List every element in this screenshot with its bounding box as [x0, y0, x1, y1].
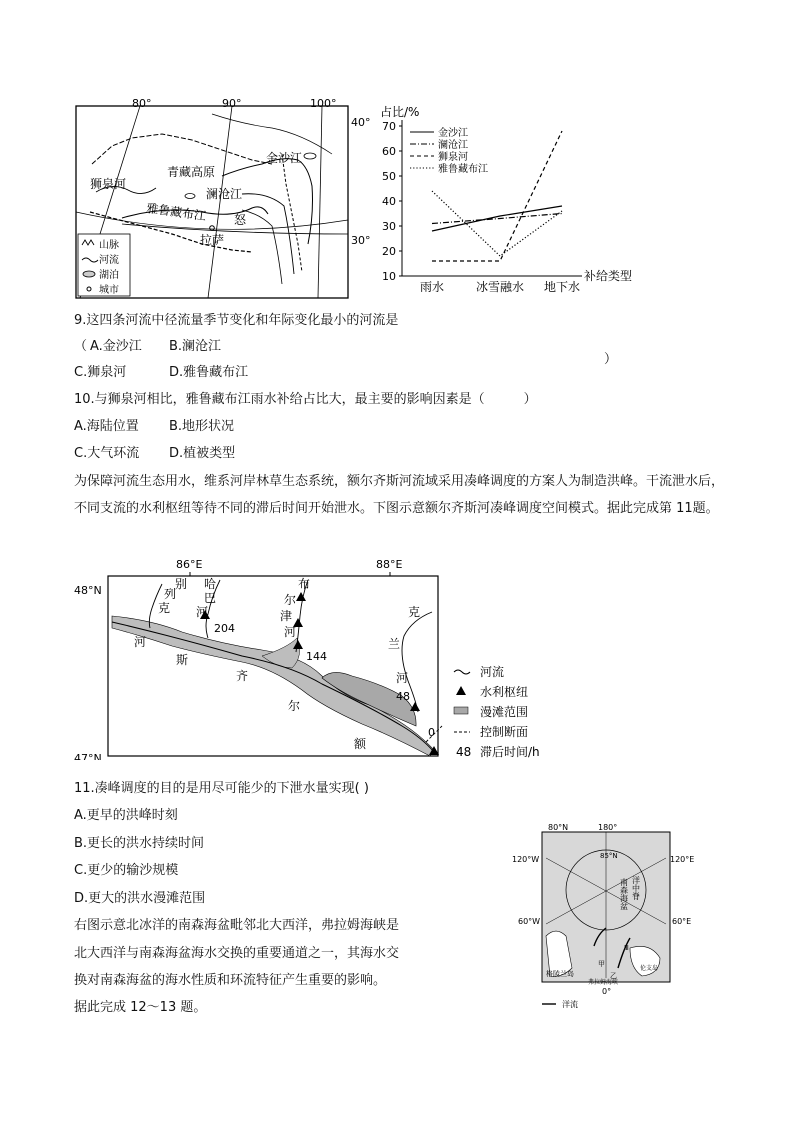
- label-fram: 弗拉姆海峡: [588, 979, 619, 986]
- q9-option-d[interactable]: D.雅鲁藏布江: [169, 365, 249, 380]
- legend-river: 河流: [99, 255, 119, 266]
- lag-outlet: 0: [428, 726, 435, 739]
- q11-option-a[interactable]: A.更早的洪峰时刻: [74, 808, 178, 823]
- series-line: [432, 214, 562, 224]
- burq-char: 津: [280, 609, 293, 623]
- q10-option-a[interactable]: A.海陆位置: [74, 419, 139, 434]
- label-shiquan: 狮泉河: [90, 177, 127, 191]
- legend-mountain: 山脉: [99, 240, 119, 251]
- q11-option-d[interactable]: D.更大的洪水漫滩范围: [74, 891, 206, 906]
- lieb-char: 河: [134, 635, 147, 649]
- lon-60w: 60°W: [518, 917, 541, 926]
- lon-180: 180°: [598, 823, 618, 832]
- y-tick-label: 50: [382, 170, 396, 183]
- passage-nansen-line: 据此完成 12～13 题。: [74, 1000, 207, 1015]
- kelan-char: 河: [396, 671, 409, 685]
- lieb-char: 克: [158, 601, 171, 615]
- q10-option-d[interactable]: D.植被类型: [169, 446, 236, 461]
- figure-3-svg: [510, 818, 700, 1008]
- figure-3: [510, 818, 700, 1008]
- legend-current: 洋流: [562, 1000, 578, 1008]
- map-legend: [78, 234, 130, 296]
- figure-2: [72, 556, 562, 760]
- lon-label-100: 100°: [310, 97, 337, 110]
- lon-label-80: 80°: [132, 97, 152, 110]
- lake-legend-icon: [83, 271, 95, 277]
- chart-xlabel: 补给类型: [584, 269, 633, 283]
- burq-char: 河: [284, 625, 297, 639]
- passage-irtysh: 为保障河流生态用水，维系河岸林草生态系统，额尔齐斯河流域采用凑峰调度的方案人为制造洪峰。干流泄水后，不同支流的水利枢纽等待不同的滞后时间开始泄水。下图示意额尔齐斯河凑峰调度空间模式。据此完成第 11题。: [74, 474, 725, 516]
- legend-label: 金沙江: [438, 128, 468, 139]
- lag-burq: 144: [306, 650, 327, 663]
- hub-legend-icon: [456, 686, 466, 695]
- lon-120w: 120°W: [512, 855, 540, 864]
- legend-control: 控制断面: [480, 725, 529, 739]
- legend-river: 河流: [480, 665, 505, 679]
- x-tick-label: 地下水: [543, 280, 581, 294]
- q10-stem: 10.与狮泉河相比，雅鲁藏布江雨水补给占比大，最主要的影响因素是（ ）: [74, 392, 537, 407]
- lon-label-86e: 86°E: [176, 558, 203, 571]
- haba-char: 哈: [204, 577, 217, 591]
- map2-legend: [454, 664, 540, 759]
- x-tick-label: 雨水: [419, 280, 445, 294]
- lat-80n: 80°N: [548, 823, 569, 832]
- q10-option-b[interactable]: B.地形状况: [169, 419, 235, 434]
- chart-ylabel: 占比/%: [380, 105, 420, 119]
- lat-label-48n: 48°N: [74, 584, 102, 597]
- legend-lake: 湖泊: [99, 270, 119, 281]
- legend-label: 雅鲁藏布江: [438, 164, 488, 175]
- marker-yi: 乙: [610, 972, 617, 980]
- legend-floodplain: 漫滩范围: [480, 705, 529, 719]
- y-tick-label: 10: [382, 270, 396, 283]
- legend-hub: 水利枢纽: [480, 685, 529, 699]
- figure-1-svg: [72, 94, 646, 300]
- lon-label-88e: 88°E: [376, 558, 403, 571]
- lon-120e: 120°E: [670, 855, 695, 864]
- haba-char: 巴: [204, 591, 217, 605]
- q11-option-c[interactable]: C.更少的输沙规模: [74, 863, 179, 878]
- marker-iii: Ⅲ: [624, 944, 629, 952]
- q9-close-paren: ）: [604, 352, 618, 367]
- haba-char: 河: [196, 605, 209, 619]
- legend-lag: 滞后时间/h: [480, 745, 540, 759]
- figure-1: [72, 94, 646, 300]
- figure-2-svg: [72, 556, 562, 760]
- river-legend-icon: [454, 670, 470, 674]
- y-tick-label: 30: [382, 220, 396, 233]
- lon-label-90: 90°: [222, 97, 242, 110]
- label-yarlung: 雅鲁藏布江: [145, 201, 207, 224]
- label-lancang: 澜沧江: [206, 187, 243, 201]
- series-line: [432, 191, 562, 256]
- main-char: 额: [354, 737, 367, 751]
- marker-jia: 甲: [598, 960, 605, 968]
- burq-char: 尔: [284, 593, 297, 607]
- lag-haba: 204: [214, 622, 235, 635]
- lag-kelan: 48: [396, 690, 410, 703]
- main-char: 斯: [176, 653, 189, 667]
- tibet-map: [76, 97, 371, 298]
- legend-label: 狮泉河: [438, 152, 468, 163]
- ridge-label: 洋中脊: [631, 876, 641, 900]
- x-tick-label: 冰雪融水: [475, 280, 525, 294]
- lieb-char: 别: [175, 577, 188, 591]
- main-char: 尔: [288, 699, 301, 713]
- legend-city: 城市: [99, 285, 119, 296]
- y-tick-label: 40: [382, 195, 396, 208]
- y-tick-label: 20: [382, 245, 396, 258]
- y-tick-label: 70: [382, 120, 396, 133]
- label-jinsha: 金沙江: [266, 151, 303, 165]
- q11-option-b[interactable]: B.更长的洪水持续时间: [74, 836, 205, 851]
- main-char: 齐: [236, 669, 249, 683]
- lon-0: 0°: [602, 987, 612, 996]
- lat-label-47n: 47°N: [74, 752, 102, 760]
- series-line: [432, 206, 562, 231]
- q9-option-b[interactable]: B.澜沧江: [169, 339, 222, 354]
- q9-option-a[interactable]: A.金沙江: [90, 339, 142, 354]
- legend-number: 48: [456, 745, 472, 759]
- label-plateau: 青藏高原: [167, 165, 216, 179]
- passage-nansen-line: 右图示意北冰洋的南森海盆毗邻北大西洋，弗拉姆海峡是: [74, 918, 400, 933]
- legend-label: 澜沧江: [438, 140, 468, 151]
- q10-option-c[interactable]: C.大气环流: [74, 446, 140, 461]
- lat-label-40: 40°: [351, 116, 371, 129]
- y-tick-label: 60: [382, 145, 396, 158]
- burq-char: 布: [298, 577, 311, 591]
- passage-nansen-line: 北大西洋与南森海盆海水交换的重要通道之一，其海水交: [74, 946, 400, 961]
- basin-label: 南森海盆: [619, 878, 629, 910]
- floodplain-legend-icon: [454, 707, 468, 714]
- lon-60e: 60°E: [672, 917, 692, 926]
- lat-label-30: 30°: [351, 234, 371, 247]
- q9-open-paren: （: [74, 339, 88, 354]
- q11-stem: 11.凑峰调度的目的是用尽可能少的下泄水量实现( ): [74, 781, 369, 796]
- recharge-chart: [380, 104, 632, 294]
- passage-nansen-line: 换对南森海盆的海水性质和环流特征产生重要的影响。: [74, 973, 387, 988]
- label-lhasa: 拉萨: [200, 233, 225, 247]
- label-island: 伦支岛: [640, 965, 659, 972]
- kelan-char: 克: [408, 605, 421, 619]
- label-nu: 怒: [234, 213, 247, 227]
- lat-85n: 85°N: [600, 852, 618, 860]
- lieb-char: 列: [164, 587, 177, 601]
- label-greenland: 格陵兰岛: [546, 970, 574, 978]
- q9-stem: 9.这四条河流中径流量季节变化和年际变化最小的河流是: [74, 313, 399, 328]
- kelan-char: 兰: [388, 637, 401, 651]
- q9-option-c[interactable]: C.狮泉河: [74, 365, 127, 380]
